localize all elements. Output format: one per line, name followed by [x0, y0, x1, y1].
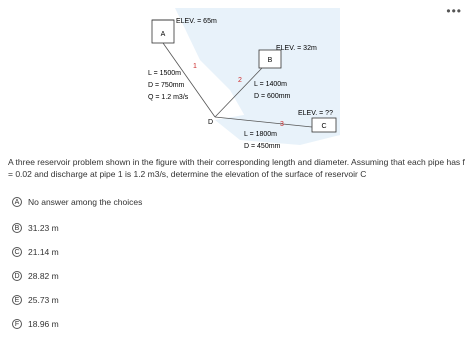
choice-e-badge: E — [12, 295, 22, 305]
choice-f-badge: F — [12, 319, 22, 329]
choice-b[interactable] — [12, 221, 142, 235]
pipe-2-number: 2 — [238, 77, 242, 84]
choice-d[interactable] — [12, 269, 142, 283]
reservoir-b-elev: ELEV. = 32m — [276, 45, 317, 52]
more-options-icon[interactable]: ••• — [446, 4, 462, 18]
choice-d-badge: D — [12, 271, 22, 281]
choice-a-text: No answer among the choices — [28, 197, 143, 207]
pipe-1-number: 1 — [193, 63, 197, 70]
choice-c[interactable] — [12, 245, 142, 259]
pipe-1-length: L = 1500m — [148, 70, 182, 77]
choice-a[interactable] — [12, 195, 142, 209]
choice-e[interactable] — [12, 293, 142, 307]
answer-choices — [12, 195, 142, 331]
pipe-1-flow: Q = 1.2 m3/s — [148, 94, 189, 101]
choice-f[interactable] — [12, 317, 142, 331]
reservoir-a-label: A — [160, 31, 166, 38]
reservoir-c-label: C — [321, 123, 327, 130]
pipe-2-length: L = 1400m — [254, 81, 288, 88]
junction-d-label: D — [208, 119, 214, 126]
pipe-3-diameter: D = 450mm — [244, 143, 281, 150]
choice-f-text: 18.96 m — [28, 319, 59, 329]
choice-a-badge: A — [12, 197, 22, 207]
choice-c-text: 21.14 m — [28, 247, 59, 257]
reservoir-b-label: B — [267, 57, 273, 64]
choice-b-text: 31.23 m — [28, 223, 59, 233]
pipe-1-diameter: D = 750mm — [148, 82, 185, 89]
pipe-3-length: L = 1800m — [244, 131, 278, 138]
reservoir-a-elev: ELEV. = 65m — [176, 18, 217, 25]
three-reservoir-figure — [0, 0, 470, 160]
pipe-3-number: 3 — [280, 121, 284, 128]
reservoir-c-elev: ELEV. = ?? — [298, 110, 333, 117]
choice-c-badge: C — [12, 247, 22, 257]
pipe-2-diameter: D = 600mm — [254, 93, 291, 100]
choice-b-badge: B — [12, 223, 22, 233]
choice-d-text: 28.82 m — [28, 271, 59, 281]
choice-e-text: 25.73 m — [28, 295, 59, 305]
question-text: A three reservoir problem shown in the figure with their corresponding length and diameter. Assuming that each pipe has f = 0.02 and discharge at pipe 1 is 1.2 m3/s, determine the elevation of the surface of reservoir C — [8, 157, 465, 179]
